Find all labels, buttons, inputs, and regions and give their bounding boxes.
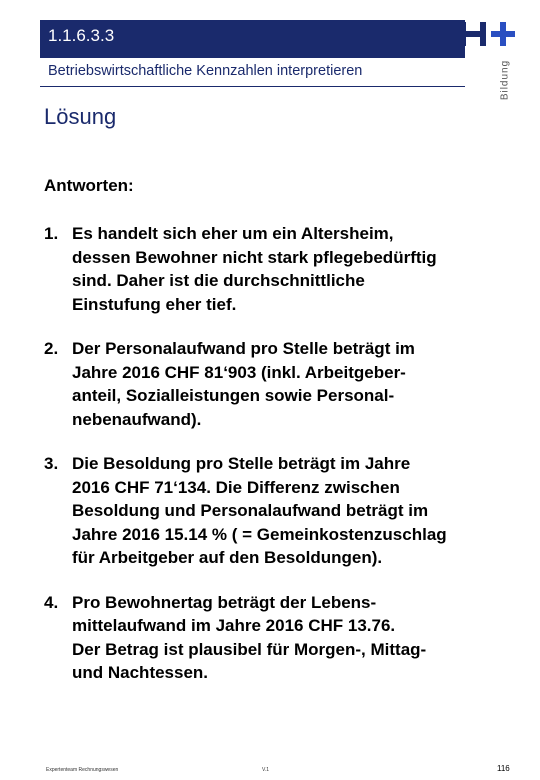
answers-list: [44, 222, 524, 706]
answer-line: Pro Bewohnertag beträgt der Lebens-: [72, 592, 377, 612]
chapter-code: 1.1.6.3.3: [48, 26, 115, 45]
answer-number: 2.: [44, 339, 59, 358]
answers-heading: Antworten:: [44, 176, 134, 195]
answer-item: [44, 591, 524, 685]
answer-line: Jahre 2016 15.14 % ( = Gemeinkostenzuschlag: [72, 524, 447, 544]
answer-line: Der Betrag ist plausibel für Morgen-, Mittag-: [72, 639, 427, 659]
answer-line: Die Besoldung pro Stelle beträgt im Jahre: [72, 454, 411, 473]
answer-line: mittelaufwand im Jahre 2016 CHF 13.76.: [72, 616, 396, 635]
header-divider: [40, 86, 465, 87]
answer-item: [44, 337, 524, 431]
answer-number: 3.: [44, 454, 59, 473]
footer-version: V.1: [262, 767, 270, 773]
answer-line: Es handelt sich eher um ein Altersheim,: [72, 224, 394, 243]
page-number: 116: [497, 764, 510, 773]
answer-line: und Nachtessen.: [72, 663, 209, 682]
answer-line: anteil, Sozialleistungen sowie Personal-: [72, 386, 395, 405]
answer-item: [44, 222, 524, 316]
answer-line: Jahre 2016 CHF 81‘903 (inkl. Arbeitgeber-: [72, 362, 406, 382]
answer-number: 4.: [44, 592, 59, 612]
answer-line: Der Personalaufwand pro Stelle beträgt im: [72, 339, 415, 358]
answer-number: 1.: [44, 224, 59, 243]
answer-item: [44, 452, 524, 570]
answer-line: dessen Bewohner nicht stark pflegebedürftig: [72, 247, 437, 267]
logo-vertical-text: Bildung: [499, 59, 511, 101]
footer-left: Expertenteam Rechnungswesen: [46, 767, 119, 773]
page-subtitle: Betriebswirtschaftliche Kennzahlen interpretieren: [48, 63, 363, 79]
answer-line: nebenaufwand).: [72, 409, 202, 429]
answer-line: Einstufung eher tief.: [72, 294, 237, 314]
answer-line: 2016 CHF 71‘134. Die Differenz zwischen: [72, 477, 400, 497]
section-title: Lösung: [44, 104, 117, 129]
answer-line: für Arbeitgeber auf den Besoldungen).: [72, 548, 383, 567]
h-plus-logo-icon: [458, 20, 518, 48]
answer-line: sind. Daher ist die durchschnittliche: [72, 271, 365, 290]
answer-line: Besoldung und Personalaufwand beträgt im: [72, 501, 429, 520]
